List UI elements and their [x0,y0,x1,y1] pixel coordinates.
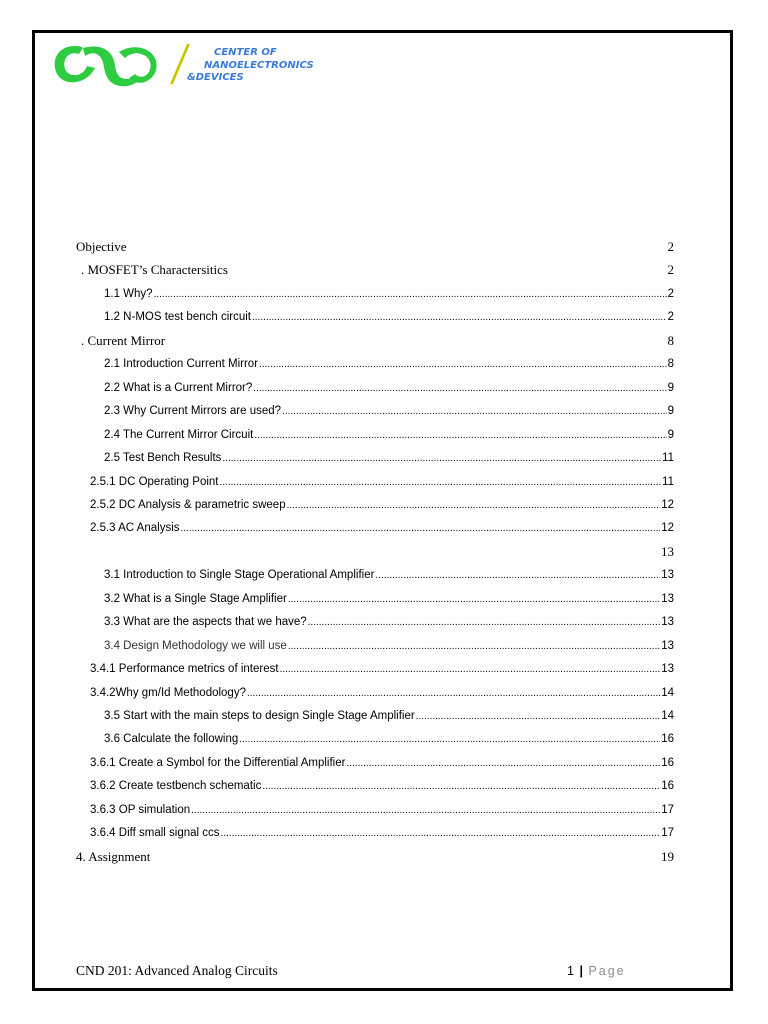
logo-text-line3: &DEVICES [187,72,244,83]
toc-dot-leader [308,614,661,632]
toc-entry[interactable] [90,824,674,842]
toc-dot-leader [253,380,666,398]
toc-entry[interactable] [104,285,674,303]
toc-entry-title: 3.5 Start with the main steps to design Single Stage Amplifier [104,710,415,722]
footer-page-number: 1 [567,964,574,978]
toc-entry-page: 17 [661,804,674,816]
toc-dot-leader [247,685,660,703]
toc-entry[interactable] [104,613,674,631]
toc-dot-leader [259,356,667,374]
toc-entry-title: 3.6.4 Diff small signal ccs [90,827,220,839]
toc-entry-page: 13 [661,593,674,605]
footer-separator: | [579,964,583,978]
toc-entry[interactable] [76,543,674,561]
toc-dot-leader [375,567,660,585]
toc-entry-page: 16 [661,780,674,792]
toc-entry-title: 3.6.3 OP simulation [90,804,191,816]
toc-entry-title: 3.4 Design Methodology we will use [104,640,287,652]
toc-entry[interactable] [104,637,674,655]
toc-entry-page: 2 [667,311,674,323]
toc-entry-page: 19 [661,849,674,864]
toc-entry-page: 13 [661,544,674,559]
toc-entry-title: 3.6 Calculate the following [104,733,239,745]
toc-entry-title: 2.5.1 DC Operating Point [90,476,219,488]
toc-entry[interactable] [90,496,674,514]
footer-page-word: Page [588,964,626,978]
toc-entry[interactable] [90,801,674,819]
toc-dot-leader [191,802,660,820]
toc-dot-leader [416,708,661,726]
footer-page-indicator [567,964,626,978]
toc-entry[interactable] [90,519,674,537]
toc-entry-title: 3.2 What is a Single Stage Amplifier [104,593,287,605]
toc-entry-title: 2.2 What is a Current Mirror? [104,382,253,394]
toc-entry[interactable] [104,402,674,420]
logo-text-line2: NANOELECTRONICS [204,60,314,71]
toc-entry-title: 3.3 What are the aspects that we have? [104,616,307,628]
toc-entry[interactable] [104,355,674,373]
toc-entry[interactable] [90,777,674,795]
toc-entry-page: 13 [661,640,674,652]
toc-entry-title: . Current Mirror [81,333,166,348]
toc-dot-leader [221,825,661,843]
toc-entry-title: 1.1 Why? [104,288,153,300]
toc-dot-leader [239,731,660,749]
toc-entry-page: 13 [661,569,674,581]
toc-entry-page: 9 [667,405,674,417]
toc-dot-leader [288,638,660,656]
toc-dot-leader [154,286,667,304]
toc-entry-page: 14 [661,710,674,722]
toc-entry-page: 2 [667,262,674,277]
footer-course-title: CND 201: Advanced Analog Circuits [76,963,278,978]
toc-entry-page: 8 [667,358,674,370]
toc-entry-page: 13 [661,616,674,628]
toc-entry[interactable] [81,332,674,350]
toc-entry-title: 2.5 Test Bench Results [104,452,222,464]
toc-entry-title: 3.6.1 Create a Symbol for the Differential Amplifier [90,757,346,769]
toc-entry-page: 9 [667,429,674,441]
toc-dot-leader [252,309,667,327]
toc-entry[interactable] [104,449,674,467]
toc-entry[interactable] [104,707,674,725]
toc-entry-page: 2 [667,288,674,300]
toc-entry-page: 12 [661,522,674,534]
toc-dot-leader [287,497,661,515]
toc-entry-page: 16 [661,757,674,769]
toc-entry-page: 2 [667,239,674,254]
toc-entry-page: 14 [661,687,674,699]
toc-entry[interactable] [90,684,674,702]
toc-entry-page: 13 [661,663,674,675]
toc-entry-title: Objective [76,239,127,254]
toc-entry-title: 1.2 N-MOS test bench circuit [104,311,251,323]
toc-dot-leader [220,474,662,492]
toc-entry-title: 3.6.2 Create testbench schematic [90,780,262,792]
toc-dot-leader [346,755,660,773]
toc-dot-leader [288,591,660,609]
toc-entry-title: 2.4 The Current Mirror Circuit [104,429,254,441]
toc-entry-page: 12 [661,499,674,511]
toc-entry[interactable] [104,379,674,397]
toc-entry-page: 9 [667,382,674,394]
toc-entry[interactable] [90,660,674,678]
cnd-logo [53,42,343,90]
toc-entry[interactable] [81,261,674,279]
toc-entry-title: 4. Assignment [76,849,151,864]
toc-entry-page: 11 [662,452,674,464]
toc-entry[interactable] [104,730,674,748]
toc-entry-title: 2.5.2 DC Analysis & parametric sweep [90,499,286,511]
toc-dot-leader [262,778,660,796]
toc-entry[interactable] [76,848,674,866]
toc-dot-leader [282,403,667,421]
toc-entry[interactable] [90,473,674,491]
logo-text-line1: CENTER OF [214,47,277,58]
toc-entry[interactable] [104,426,674,444]
toc-entry-title: 3.4.1 Performance metrics of interest [90,663,279,675]
toc-entry-page: 11 [662,476,674,488]
toc-entry[interactable] [90,754,674,772]
toc-entry[interactable] [104,308,674,326]
toc-entry[interactable] [76,238,674,256]
toc-entry-title: . MOSFET’s Charactersitics [81,262,228,277]
toc-entry[interactable] [104,566,674,584]
toc-dot-leader [222,450,661,468]
toc-entry-title: 2.3 Why Current Mirrors are used? [104,405,282,417]
toc-entry-title: 2.1 Introduction Current Mirror [104,358,259,370]
toc-dot-leader [181,520,661,538]
toc-entry-title: 2.5.3 AC Analysis [90,522,180,534]
toc-entry-page: 17 [661,827,674,839]
toc-entry-page: 16 [661,733,674,745]
toc-entry[interactable] [104,590,674,608]
toc-dot-leader [254,427,666,445]
toc-entry-title: 3.1 Introduction to Single Stage Operational Amplifier [104,569,375,581]
toc-entry-page: 8 [667,333,674,348]
toc-entry-title: 3.4.2Why gm/Id Methodology? [90,687,246,699]
toc-dot-leader [280,661,661,679]
